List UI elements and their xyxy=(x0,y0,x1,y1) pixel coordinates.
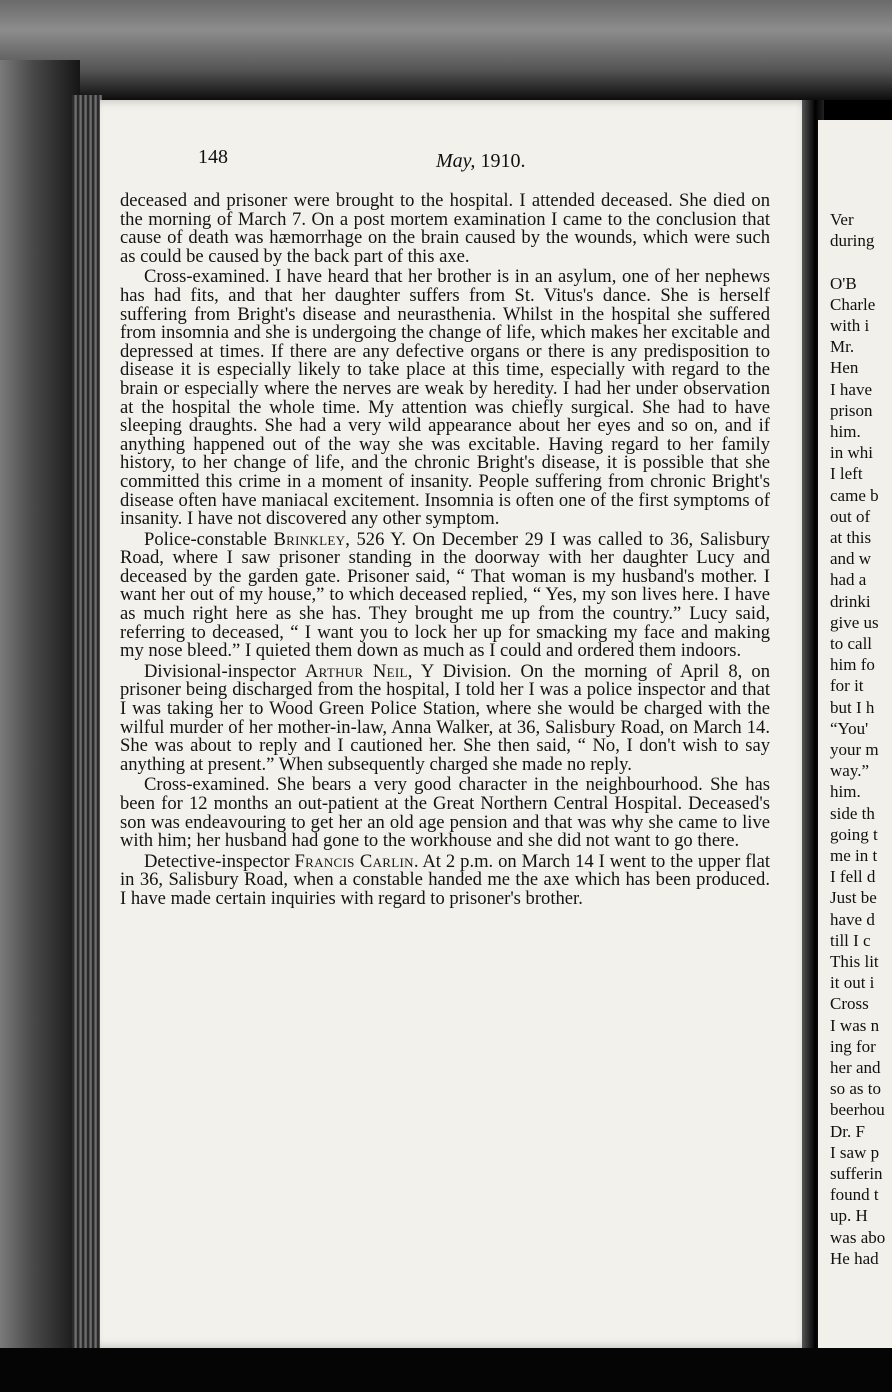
facing-page-line: Dr. F xyxy=(830,1121,865,1141)
facing-page-line: her and xyxy=(830,1058,881,1077)
facing-page-line: him fo xyxy=(830,655,875,675)
page-body-text xyxy=(120,192,770,911)
facing-page-line: up. H xyxy=(830,1206,868,1226)
paragraph-text: . At 2 p.m. on March 14 I went to the upper flat in 36, Salisbury Road, when a constable handed me the axe which has been produced. I have made certain inquiries with regard to prisoner's brother. xyxy=(120,850,770,909)
facing-page-line: I left xyxy=(830,464,863,484)
paragraph: Cross-examined. I have heard that her brother is in an asylum, one of her nephews has had fits, and that her daughter suffers from St. Vitus's dance. She is herself suffering from Bright's disease and neurasthenia. Whilst in the hospital she suffered from insomnia and she is undergoing the change of life, which makes her excitable and depressed at times. If there are any defective organs or there is any predisposition to disease it is especially likely to take place at this time, especially with regard to the brain or especially where the nerves are weak by heredity. I had her under observation at the hospital the whole time. My attention was chiefly surgical. She had to have sleeping draughts. She had a very wild appearance about her eyes and so on, and if anything happened out of the way she was excitable. Having regard to her family history, to her change of life, and the chronic Bright's disease, it is possible that she committed this crime in a moment of insanity. People suffering from chronic Bright's disease often have maniacal excitement. Insomnia is often one of the first symptoms of insanity. I have not discovered any other symptom. xyxy=(120,266,770,530)
witness-title: Detective-inspector xyxy=(144,850,295,872)
page-header xyxy=(198,146,778,176)
witness-name: Brinkley xyxy=(273,528,346,550)
facing-page-line: side th xyxy=(830,803,875,823)
paragraph-text: , 526 Y. On December 29 I was called to 36, Salisbury Road, where I saw prisoner standing in the doorway with her daughter Lucy and deceased by the garden gate. Prisoner said, “ That woman is my husband's mother. I want her out of my house,” to which deceased replied, “ Yes, my son lives here. I have as much right here as she has. They brought me up from the country.” Lucy said, referring to deceased, “ I want you to lock her up for smacking my face and making my nose bleed.” I quieted them down as much as I could and ordered them indoors. xyxy=(120,528,770,662)
facing-page-line: so as to xyxy=(830,1079,881,1099)
facing-page-line: him. xyxy=(830,782,861,802)
scan-background-bottom xyxy=(0,1348,892,1392)
facing-page-line: but I h xyxy=(830,697,875,717)
facing-page-line: for it xyxy=(830,676,864,696)
facing-page-line: going t xyxy=(830,824,878,844)
paragraph-text: , Y Division. On the morning of April 8, on prisoner being discharged from the hospital, I told her I was a police inspector and that I was taking her to Wood Green Police Station, where she would be charged with the wilful murder of her mother-in-law, Anna Walker, at 36, Salisbury Road, on March 14. She was about to reply and I cautioned her. She then said, “ No, I don't wish to say anything at present.” When subsequently charged she made no reply. xyxy=(120,660,770,775)
facing-page-line: was abo xyxy=(830,1227,886,1247)
witness-name: Arthur Neil xyxy=(304,660,408,682)
running-head-month: May, xyxy=(436,150,476,172)
facing-page-line: prison xyxy=(830,400,873,420)
paragraph: deceased and prisoner were brought to the hospital. I attended deceased. She died on the morning of March 7. On a post mortem examination I came to the conclusion that cause of death was hæmorrhage on the brain caused by the wounds, which were such as could be caused by the back part of this axe. xyxy=(120,190,770,267)
witness-title: Divisional-inspector xyxy=(144,660,305,682)
facing-page-line: sufferin xyxy=(830,1164,883,1183)
facing-page-line: me in t xyxy=(830,846,878,865)
witness-name: Francis Carlin xyxy=(294,850,414,872)
facing-page-line: him. xyxy=(830,422,861,441)
running-head xyxy=(436,150,525,173)
facing-page-fragment xyxy=(818,120,892,1350)
facing-page-line: during xyxy=(830,231,875,251)
facing-page-line: at this xyxy=(830,528,872,547)
facing-page-line: came b xyxy=(830,485,879,505)
facing-page-line: Ver xyxy=(830,210,854,229)
facing-page-line: with i xyxy=(830,316,870,335)
facing-page-line: Charle xyxy=(830,294,876,314)
facing-page-line: ing for xyxy=(830,1036,876,1056)
facing-page-line: have d xyxy=(830,909,875,929)
facing-page-line: Just be xyxy=(830,888,877,908)
page-stack-edge xyxy=(72,95,102,1355)
facing-page-line: This lit xyxy=(830,952,879,971)
facing-page-line: I have xyxy=(830,379,873,399)
paragraph xyxy=(120,528,770,662)
facing-page-line: I was n xyxy=(830,1015,880,1035)
facing-page-line: and w xyxy=(830,549,872,569)
facing-page-line: drinki xyxy=(830,591,871,611)
paragraph xyxy=(120,660,770,775)
running-head-year: 1910. xyxy=(480,150,526,172)
page-number: 148 xyxy=(198,146,228,168)
facing-page-line: in whi xyxy=(830,443,873,463)
facing-page-line: O'B xyxy=(830,273,857,293)
facing-page-line: it out i xyxy=(830,973,875,993)
facing-page-line: I saw p xyxy=(830,1142,880,1162)
facing-page-line: to call xyxy=(830,634,873,653)
facing-page-line: Mr. xyxy=(830,337,855,357)
facing-page-line: “You' xyxy=(830,718,869,738)
facing-page-line: Hen xyxy=(830,358,859,378)
facing-page-line: beerhou xyxy=(830,1100,885,1120)
facing-page-line: till I c xyxy=(830,930,871,950)
paragraph xyxy=(120,850,770,909)
paragraph: Cross-examined. She bears a very good character in the neighbourhood. She has been for 12 months an out-patient at the Great Northern Central Hospital. Deceased's son was endeavouring to get her an old age pension and that was why she came to live with him; her husband had gone to the workhouse and she did not want to go there. xyxy=(120,774,770,852)
facing-page-line: your m xyxy=(830,740,879,759)
facing-page-line: Cross xyxy=(830,994,869,1014)
facing-page-line: I fell d xyxy=(830,867,876,887)
facing-page-line: found t xyxy=(830,1185,879,1205)
witness-title: Police-constable xyxy=(144,528,274,550)
facing-page-line: way.” xyxy=(830,761,870,781)
facing-page-line: out of xyxy=(830,506,871,526)
facing-page-line: He had xyxy=(830,1248,879,1268)
facing-page-line: had a xyxy=(830,570,867,590)
book-binding-left xyxy=(0,60,80,1392)
scan-background-top xyxy=(0,0,892,100)
facing-page-line: give us xyxy=(830,612,879,632)
